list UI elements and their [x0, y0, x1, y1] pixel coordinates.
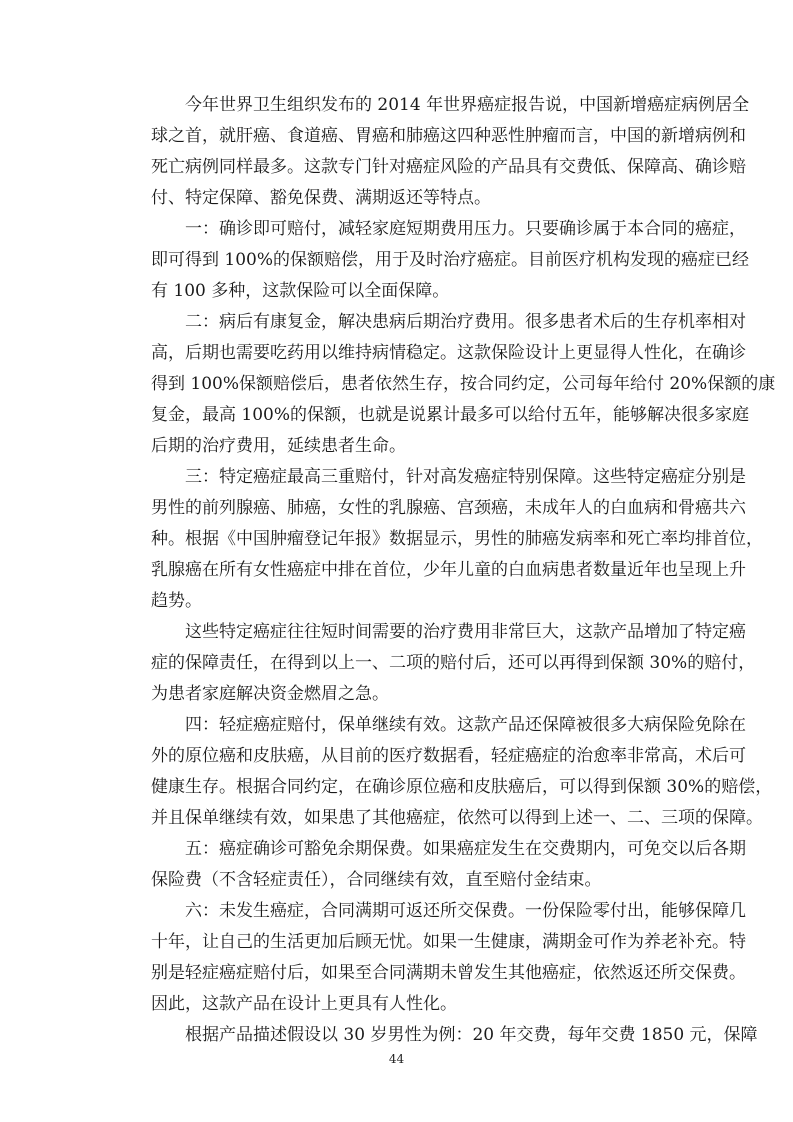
text-line: 付、特定保障、豁免保费、满期返还等特点。 [151, 188, 491, 208]
text-line: 死亡病例同样最多。这款专门针对癌症风险的产品具有交费低、保障高、确诊赔 [151, 157, 746, 177]
text-line: 得到 100%保额赔偿后，患者依然生存，按合同约定，公司每年给付 20%保额的康 [151, 374, 776, 394]
text-line: 一：确诊即可赔付，减轻家庭短期费用压力。只要确诊属于本合同的癌症， [185, 219, 746, 239]
body-text [117, 90, 776, 1051]
text-line: 男性的前列腺癌、肺癌，女性的乳腺癌、宫颈癌，未成年人的白血病和骨癌共六 [151, 498, 746, 518]
text-line: 五：癌症确诊可豁免余期保费。如果癌症发生在交费期内，可免交以后各期 [185, 839, 746, 859]
text-line: 根据产品描述假设以 30 岁男性为例：20 年交费，每年交费 1850 元，保障 [185, 1025, 758, 1045]
paragraph-intro [117, 90, 750, 214]
text-line: 十年，让自己的生活更加后顾无忧。如果一生健康，满期金可作为养老补充。特 [151, 932, 746, 952]
text-line: 即可得到 100%的保额赔偿，用于及时治疗癌症。目前医疗机构发现的癌症已经 [151, 250, 750, 270]
text-line: 保险费（不含轻症责任），合同继续有效，直至赔付金结束。 [151, 870, 602, 890]
text-line: 别是轻症癌症赔付后，如果至合同满期未曾发生其他癌症，依然返还所交保费。 [151, 963, 746, 983]
paragraph-point-1 [117, 214, 750, 307]
text-line: 并且保单继续有效，如果患了其他癌症，依然可以得到上述一、二、三项的保障。 [151, 808, 763, 828]
text-line: 二：病后有康复金，解决患病后期治疗费用。很多患者术后的生存机率相对 [185, 312, 746, 332]
text-line: 高，后期也需要吃药用以维持病情稳定。这款保险设计上更显得人性化，在确诊 [151, 343, 746, 363]
text-line: 为患者家庭解决资金燃眉之急。 [151, 684, 389, 704]
text-line: 种。根据《中国肿瘤登记年报》数据显示，男性的肺癌发病率和死亡率均排首位， [151, 529, 763, 549]
text-line: 复金，最高 100%的保额，也就是说累计最多可以给付五年，能够解决很多家庭 [151, 405, 750, 425]
paragraph-point-3 [117, 462, 763, 617]
text-line: 三：特定癌症最高三重赔付，针对高发癌症特别保障。这些特定癌症分别是 [185, 467, 746, 487]
text-line: 球之首，就肝癌、食道癌、胃癌和肺癌这四种恶性肿瘤而言，中国的新增病例和 [151, 126, 746, 146]
text-line: 四：轻症癌症赔付，保单继续有效。这款产品还保障被很多大病保险免除在 [185, 715, 746, 735]
text-line: 今年世界卫生组织发布的 2014 年世界癌症报告说，中国新增癌症病例居全 [185, 95, 750, 115]
text-line: 这些特定癌症往往短时间需要的治疗费用非常巨大，这款产品增加了特定癌 [185, 622, 746, 642]
paragraph-point-2 [117, 307, 776, 462]
text-line: 乳腺癌在所有女性癌症中排在首位，少年儿童的白血病患者数量近年也呈现上升 [151, 560, 746, 580]
text-line: 因此，这款产品在设计上更具有人性化。 [151, 994, 457, 1014]
text-line: 后期的治疗费用，延续患者生命。 [151, 436, 406, 456]
paragraph-special-cancer [117, 617, 756, 710]
paragraph-point-5 [117, 834, 746, 896]
text-line: 六：未发生癌症，合同满期可返还所交保费。一份保险零付出，能够保障几 [185, 901, 746, 921]
paragraph-point-6 [117, 896, 746, 1020]
paragraph-example [117, 1020, 758, 1051]
text-line: 外的原位癌和皮肤癌，从目前的医疗数据看，轻症癌症的治愈率非常高，术后可 [151, 746, 746, 766]
text-line: 健康生存。根据合同约定，在确诊原位癌和皮肤癌后，可以得到保额 30%的赔偿， [151, 777, 773, 797]
text-line: 趋势。 [151, 591, 202, 611]
text-line: 有 100 多种，这款保险可以全面保障。 [151, 281, 450, 301]
paragraph-point-4 [117, 710, 773, 834]
page-number: 44 [388, 1052, 405, 1066]
text-line: 症的保障责任，在得到以上一、二项的赔付后，还可以再得到保额 30%的赔付， [151, 653, 756, 673]
